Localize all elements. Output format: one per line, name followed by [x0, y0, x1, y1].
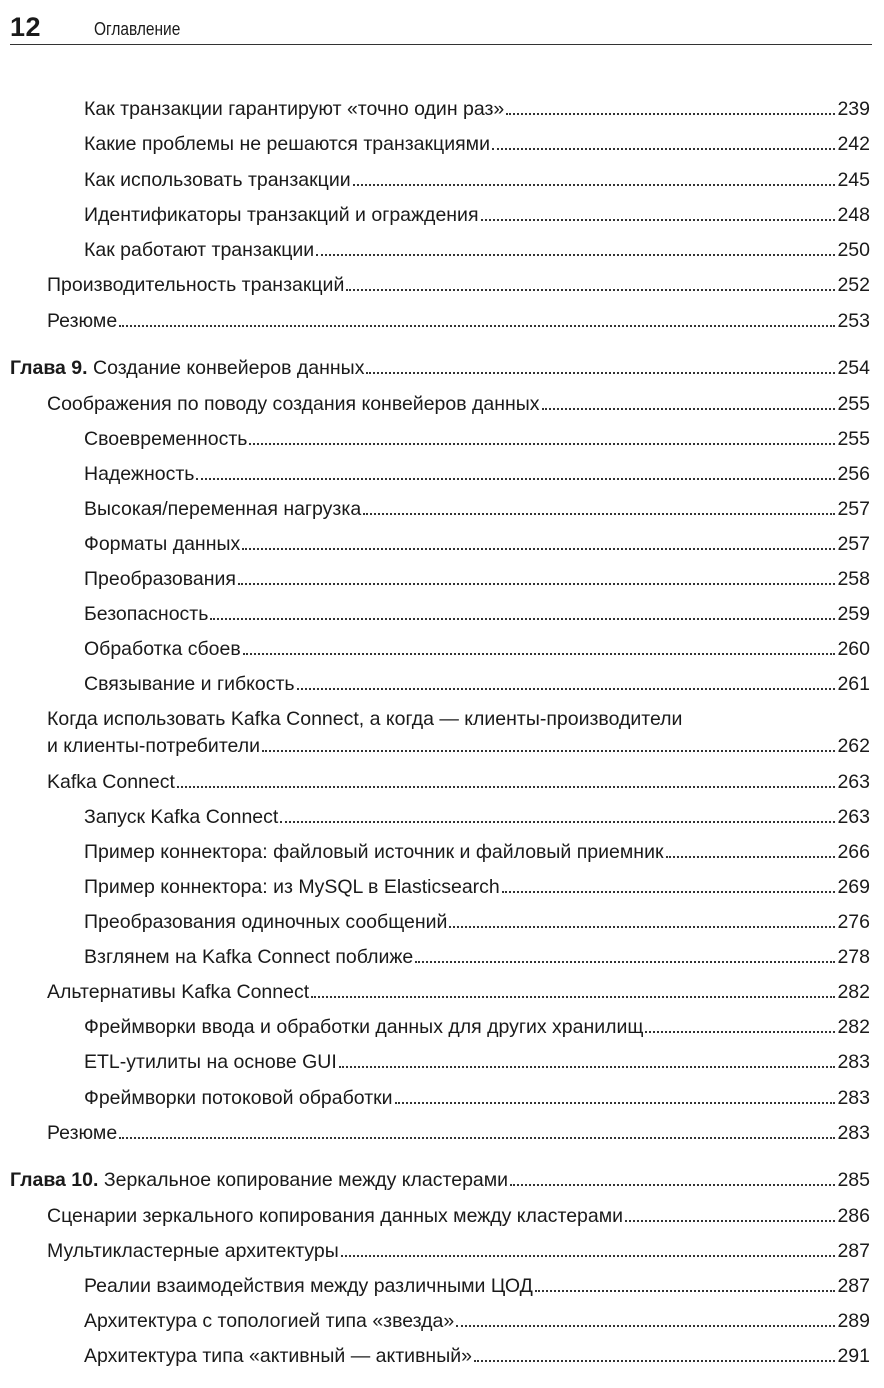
toc-entry[interactable]	[84, 532, 870, 556]
dot-leader	[297, 688, 836, 690]
toc-entry[interactable]	[47, 1121, 870, 1145]
toc-entry-page: 282	[837, 1016, 870, 1038]
chapter-label: Глава 9.	[10, 357, 88, 379]
chapter-title: Создание конвейеров данных	[93, 357, 365, 379]
dot-leader	[363, 513, 835, 515]
toc-entry[interactable]	[84, 427, 870, 451]
toc-entry[interactable]	[47, 770, 870, 794]
toc-entry[interactable]	[84, 1015, 870, 1039]
toc-entry-title: Преобразования одиночных сообщений	[84, 911, 448, 933]
toc-entry-title: Фреймворки потоковой обработки	[84, 1087, 393, 1109]
toc-chapter-entry[interactable]	[10, 356, 870, 380]
toc-entry-page: 276	[837, 911, 870, 933]
dot-leader	[502, 891, 836, 893]
toc-entry-title: Резюме	[47, 1122, 118, 1144]
toc-entry-title: Как работают транзакции	[84, 239, 315, 261]
toc-entry-title: Как транзакции гарантируют «точно один раз»	[84, 98, 505, 120]
dot-leader	[645, 1031, 835, 1033]
toc-entry-title: Форматы данных	[84, 533, 241, 555]
toc-entry-title: Безопасность	[84, 603, 209, 625]
toc-entry-page: 291	[837, 1345, 870, 1367]
toc-entry-title: Запуск Kafka Connect	[84, 806, 279, 828]
toc-entry-page: 283	[837, 1087, 870, 1109]
toc-entry-title: Kafka Connect	[47, 771, 175, 793]
toc-entry[interactable]	[47, 309, 870, 333]
toc-entry-title: Соображения по поводу создания конвейеров данных	[47, 393, 540, 415]
dot-leader	[449, 926, 835, 928]
toc-entry[interactable]	[47, 980, 870, 1004]
dot-leader	[119, 325, 835, 327]
toc-entry[interactable]	[84, 497, 870, 521]
dot-leader	[249, 443, 835, 445]
dot-leader	[542, 408, 836, 410]
dot-leader	[177, 786, 836, 788]
dot-leader	[366, 372, 835, 374]
toc-entry[interactable]	[84, 672, 870, 696]
chapter-label: Глава 10.	[10, 1169, 99, 1191]
dot-leader	[510, 1184, 835, 1186]
dot-leader	[625, 1220, 835, 1222]
toc-entry[interactable]	[84, 945, 870, 969]
dot-leader	[346, 289, 835, 291]
toc-entry-page: 287	[837, 1275, 870, 1297]
toc-entry-page: 250	[837, 239, 870, 261]
dot-leader	[238, 583, 835, 585]
toc-chapter-entry[interactable]	[10, 1168, 870, 1192]
toc-entry-page: 262	[837, 735, 870, 757]
toc-entry-title: Производительность транзакций	[47, 274, 345, 296]
toc-entry[interactable]	[47, 734, 870, 758]
toc-entry-page: 259	[837, 603, 870, 625]
toc-entry[interactable]	[47, 1239, 870, 1263]
toc-entry-title-line1[interactable]: Когда использовать Kafka Connect, а когда — клиенты-производители	[47, 708, 683, 730]
toc-entry-page: 263	[837, 771, 870, 793]
toc-entry[interactable]	[84, 1274, 870, 1298]
dot-leader	[535, 1290, 836, 1292]
toc-entry[interactable]	[84, 168, 870, 192]
toc-entry[interactable]	[84, 238, 870, 262]
toc-entry[interactable]	[84, 1086, 870, 1110]
toc-entry-page: 257	[837, 498, 870, 520]
toc-entry-title: Пример коннектора: из MySQL в Elasticsearch	[84, 876, 500, 898]
toc-entry-page: 285	[837, 1169, 870, 1191]
dot-leader	[474, 1360, 836, 1362]
toc-entry-title: Преобразования	[84, 568, 236, 590]
dot-leader	[262, 750, 835, 752]
toc-entry-title: Связывание и гибкость	[84, 673, 295, 695]
toc-entry-page: 287	[837, 1240, 870, 1262]
toc-entry-title: ETL-утилиты на основе GUI	[84, 1051, 337, 1073]
toc-entry[interactable]	[84, 602, 870, 626]
toc-entry-page: 258	[837, 568, 870, 590]
toc-entry-page: 263	[837, 806, 870, 828]
toc-entry[interactable]	[84, 1309, 870, 1333]
toc-entry-page: 256	[837, 463, 870, 485]
toc-entry-page: 255	[837, 428, 870, 450]
toc-entry-title: Какие проблемы не решаются транзакциями	[84, 133, 490, 155]
toc-entry-title: Архитектура типа «активный — активный»	[84, 1345, 472, 1367]
toc-entry-title: Сценарии зеркального копирования данных между кластерами	[47, 1205, 624, 1227]
toc-entry[interactable]	[84, 805, 870, 829]
toc-entry-page: 248	[837, 204, 870, 226]
toc-entry[interactable]	[84, 637, 870, 661]
toc-entry-page: 283	[837, 1051, 870, 1073]
toc-entry[interactable]	[84, 1344, 870, 1368]
dot-leader	[242, 548, 835, 550]
toc-entry-title: Альтернативы Kafka Connect	[47, 981, 310, 1003]
toc-entry-title	[10, 1168, 508, 1192]
toc-entry-page: 253	[837, 310, 870, 332]
toc-entry-page: 254	[837, 357, 870, 379]
toc-entry-page: 261	[837, 673, 870, 695]
toc-entry[interactable]	[47, 392, 870, 416]
dot-leader	[119, 1137, 835, 1139]
toc-entry-title: Взглянем на Kafka Connect поближе	[84, 946, 414, 968]
toc-entry-title: Архитектура с топологией типа «звезда»	[84, 1310, 455, 1332]
toc-entry[interactable]	[84, 567, 870, 591]
toc-entry[interactable]	[84, 462, 870, 486]
dot-leader	[339, 1066, 836, 1068]
toc-entry-page: 245	[837, 169, 870, 191]
dot-leader	[492, 148, 835, 150]
toc-entry-page: 269	[837, 876, 870, 898]
dot-leader	[353, 184, 836, 186]
dot-leader	[316, 254, 835, 256]
dot-leader	[311, 996, 835, 998]
toc-entry-title: Фреймворки ввода и обработки данных для других хранилищ	[84, 1016, 644, 1038]
toc-entry[interactable]	[84, 875, 870, 899]
toc-entry[interactable]	[84, 203, 870, 227]
dot-leader	[395, 1102, 836, 1104]
toc-entry[interactable]	[84, 132, 870, 156]
toc-entry-page: 252	[837, 274, 870, 296]
toc-entry-page: 239	[837, 98, 870, 120]
toc-entry-page: 278	[837, 946, 870, 968]
dot-leader	[243, 653, 836, 655]
toc-entry-page: 242	[837, 133, 870, 155]
dot-leader	[666, 856, 836, 858]
toc-entry[interactable]	[84, 910, 870, 934]
running-title: Оглавление	[94, 19, 181, 39]
page-number: 12	[10, 12, 42, 42]
toc-entry-title: Своевременность	[84, 428, 248, 450]
dot-leader	[456, 1325, 835, 1327]
toc-entry[interactable]	[47, 1204, 870, 1228]
toc-entry-title: Мультикластерные архитектуры	[47, 1240, 339, 1262]
toc-entry[interactable]	[84, 840, 870, 864]
chapter-title: Зеркальное копирование между кластерами	[103, 1169, 509, 1191]
toc-entry-title: Резюме	[47, 310, 118, 332]
dot-leader	[415, 961, 835, 963]
toc-entry[interactable]	[47, 273, 870, 297]
toc-entry-title: Реалии взаимодействия между различными ЦОД	[84, 1275, 533, 1297]
toc-entry-page: 289	[837, 1310, 870, 1332]
toc-entry-title: Надежность	[84, 463, 195, 485]
toc-entry-page: 255	[837, 393, 870, 415]
dot-leader	[210, 618, 835, 620]
toc-entry-title: Идентификаторы транзакций и ограждения	[84, 204, 479, 226]
toc-entry-page: 266	[837, 841, 870, 863]
toc-entry-title	[10, 356, 364, 380]
dot-leader	[280, 821, 835, 823]
toc-entry-title: Как использовать транзакции	[84, 169, 351, 191]
toc-entry-title: Высокая/переменная нагрузка	[84, 498, 362, 520]
toc-entry-title: Обработка сбоев	[84, 638, 241, 660]
toc-entry-page: 282	[837, 981, 870, 1003]
toc-entry-title: и клиенты-потребители	[47, 735, 261, 757]
dot-leader	[196, 478, 835, 480]
dot-leader	[341, 1255, 836, 1257]
toc-entry-page: 260	[837, 638, 870, 660]
dot-leader	[481, 219, 836, 221]
toc-entry-title: Пример коннектора: файловый источник и файловый приемник	[84, 841, 664, 863]
toc-entry-page: 286	[837, 1205, 870, 1227]
toc-entry-page: 257	[837, 533, 870, 555]
toc-entry[interactable]	[84, 97, 870, 121]
dot-leader	[506, 113, 835, 115]
toc-entry-page: 283	[837, 1122, 870, 1144]
toc-entry[interactable]	[84, 1050, 870, 1074]
